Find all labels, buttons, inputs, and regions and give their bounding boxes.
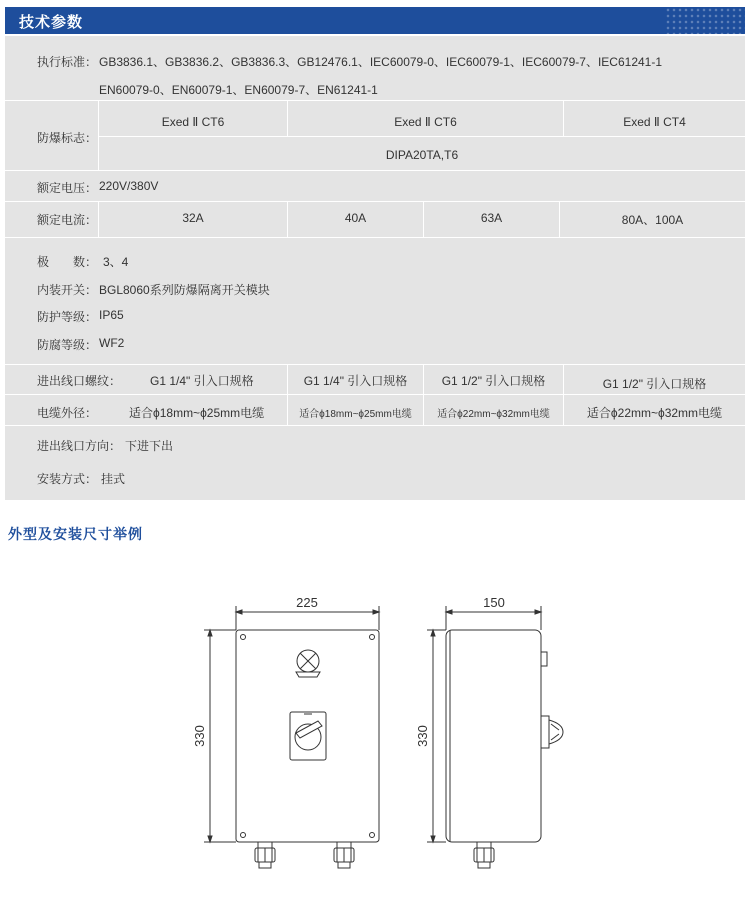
corrosion-value: WF2	[99, 336, 125, 350]
cable-gland-icon	[334, 842, 354, 868]
direction-label: 进出线口方向：	[37, 439, 122, 453]
cable-gland-icon	[474, 842, 494, 868]
thread-value: G1 1/4" 引入口规格	[150, 374, 254, 388]
front-width-dimension	[236, 606, 379, 630]
explosion-mark: Exed Ⅱ CT6	[161, 115, 225, 129]
thread-label: 进出线口螺纹：	[37, 374, 122, 388]
poles-value: 3、4	[103, 255, 129, 269]
ip-value: IP65	[99, 308, 124, 322]
side-height-dimension	[427, 630, 446, 842]
side-view-enclosure	[446, 630, 563, 842]
section-header	[5, 7, 745, 34]
cable-value: 适合ϕ22mm~ϕ32mm电缆	[586, 406, 723, 420]
row-divider	[5, 100, 745, 101]
section-title: 技术参数	[19, 14, 84, 31]
dust-mark: DIPA20TA,T6	[385, 148, 459, 162]
explosion-label: 防爆标志：	[37, 131, 98, 145]
poles-label: 极 数：	[37, 255, 98, 269]
install-value: 挂式	[101, 472, 126, 486]
current-value: 80A、100A	[621, 213, 684, 227]
side-width-dimension	[446, 606, 541, 630]
current-value: 63A	[480, 211, 503, 225]
thread-value: G1 1/2" 引入口规格	[602, 377, 707, 391]
front-width-label: 225	[296, 595, 318, 610]
current-value: 32A	[182, 211, 204, 225]
rotary-switch-icon	[290, 712, 326, 760]
voltage-value: 220V/380V	[99, 179, 159, 193]
thread-value: G1 1/2" 引入口规格	[441, 374, 546, 388]
thread-value: G1 1/4" 引入口规格	[303, 374, 408, 388]
standard-line-2: EN60079-0、EN60079-1、EN60079-7、EN61241-1	[99, 83, 378, 97]
cable-gland-icon	[255, 842, 275, 868]
cable-label: 电缆外径：	[37, 406, 98, 420]
explosion-mark: Exed Ⅱ CT4	[623, 115, 686, 129]
header-dot-pattern	[665, 7, 745, 34]
indicator-lamp-icon	[296, 650, 320, 677]
direction-value: 下进下出	[125, 439, 174, 453]
row-divider	[5, 394, 745, 395]
cable-value: 适合ϕ18mm~ϕ25mm电缆	[129, 406, 265, 420]
current-label: 额定电流：	[37, 213, 98, 227]
install-label: 安装方式：	[37, 472, 98, 486]
cell-divider	[98, 136, 745, 137]
switch-label: 内装开关：	[37, 283, 98, 297]
standard-line-1: GB3836.1、GB3836.2、GB3836.3、GB12476.1、IEC60079-0、IEC60079-1、IEC60079-7、IEC61241-1	[99, 55, 663, 69]
cable-value: 适合ϕ18mm~ϕ25mm电缆	[299, 409, 412, 420]
corrosion-label: 防腐等级：	[37, 338, 98, 352]
switch-value: BGL8060系列防爆隔离开关模块	[99, 283, 270, 297]
front-view-enclosure	[236, 630, 379, 842]
current-value: 40A	[344, 211, 367, 225]
front-height-dimension	[204, 630, 236, 842]
row-divider	[5, 170, 745, 171]
row-divider	[5, 237, 745, 238]
row-divider	[5, 364, 745, 365]
explosion-mark: Exed Ⅱ CT6	[394, 115, 457, 129]
cable-value: 适合ϕ22mm~ϕ32mm电缆	[437, 409, 550, 420]
voltage-label: 额定电压：	[37, 181, 98, 195]
standard-label: 执行标准：	[37, 55, 98, 69]
row-divider	[5, 201, 745, 202]
drawing-subtitle: 外型及安装尺寸举例	[8, 526, 143, 542]
front-height-label: 330	[192, 725, 207, 747]
side-width-label: 150	[483, 595, 505, 610]
ip-label: 防护等级：	[37, 310, 98, 324]
side-height-label: 330	[415, 725, 430, 747]
row-divider	[5, 425, 745, 426]
